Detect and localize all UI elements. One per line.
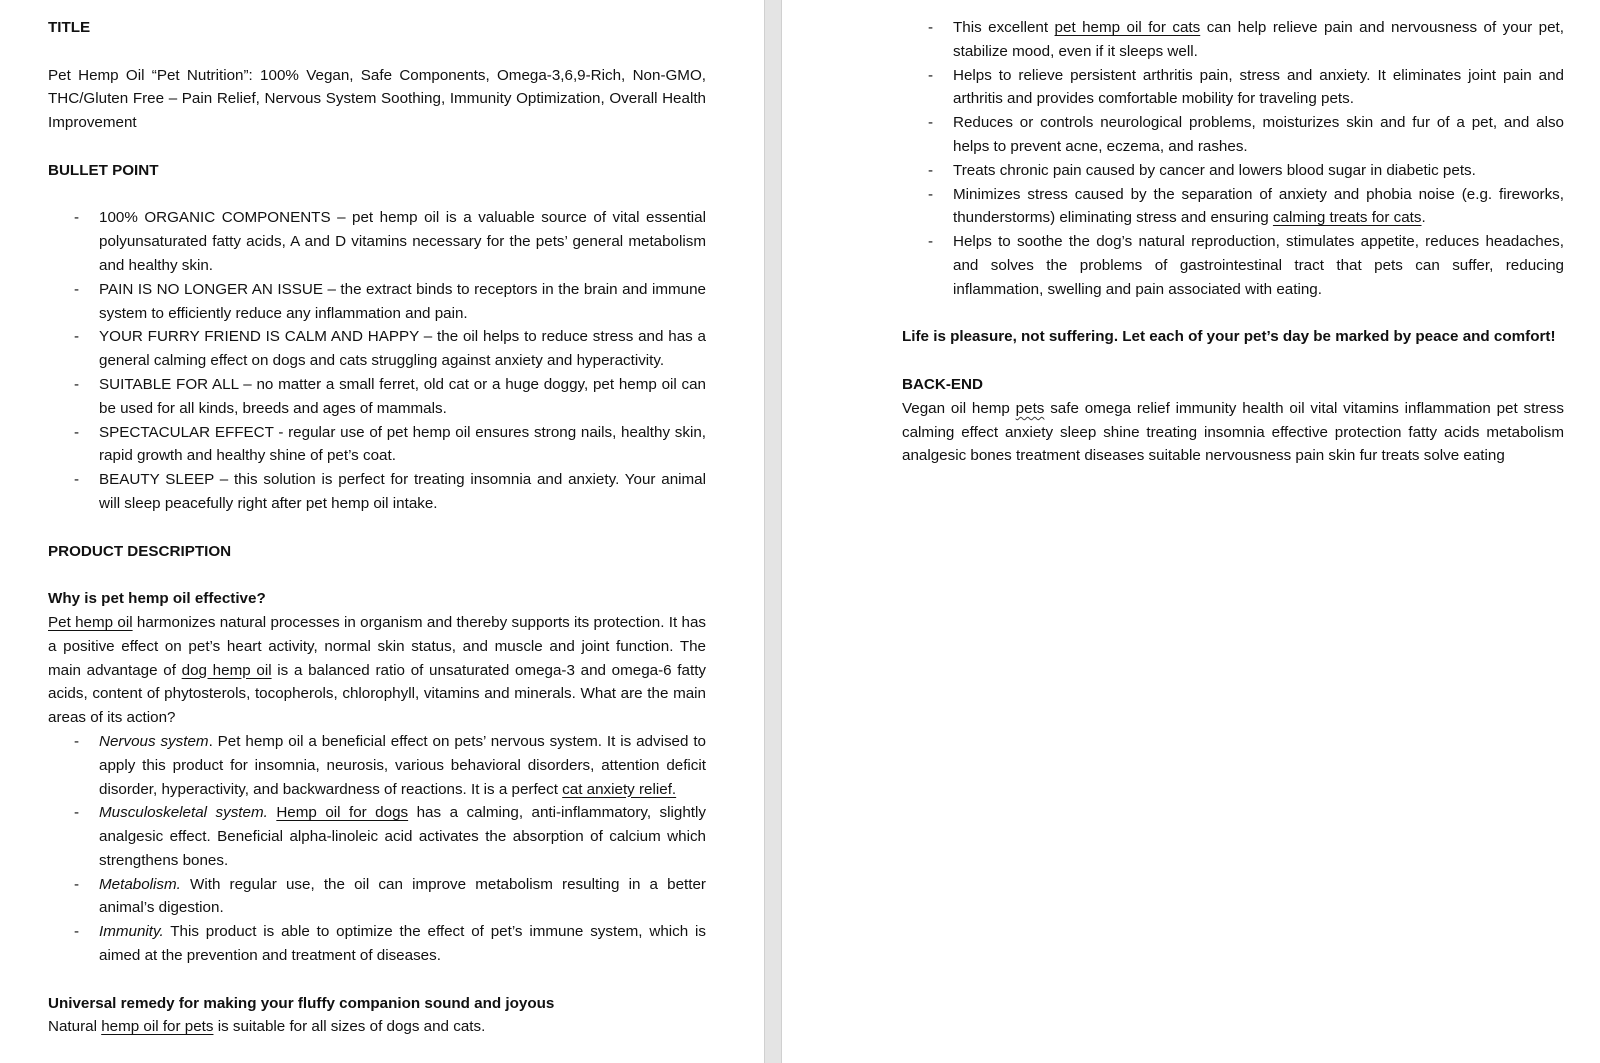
- title-text: Pet Hemp Oil “Pet Nutrition”: 100% Vegan, Safe Components, Omega-3,6,9-Rich, Non-GMO, THC/Gluten Free – Pain Relief, Nervous System Soothing, Immunity Optimization, Overall Health Improvement: [48, 66, 706, 132]
- paragraph-text: Natural: [48, 1018, 102, 1036]
- universal-remedy-heading: Universal remedy for making your fluffy companion sound and joyous: [48, 994, 555, 1012]
- paragraph-text: harmonizes natural processes in organism and thereby supports its protection. It has a positive effect on pet’s heart activity, normal skin status, and muscle and joint function. The main advantage of: [48, 613, 707, 679]
- item-text: .: [1421, 209, 1426, 227]
- list-item: [902, 183, 1564, 231]
- item-text: . Pet hemp oil a beneficial effect on pets’ nervous system. It is advised to apply this product for insomnia, neurosis, various behavioral disorders, attention deficit disorder, hyperactivity, and backwardness of reactions. It is a perfect: [99, 732, 706, 798]
- item-text: This excellent: [953, 19, 1055, 36]
- product-description-heading: PRODUCT DESCRIPTION: [48, 542, 232, 560]
- hemp-oil-for-pets-link[interactable]: hemp oil for pets: [101, 1018, 214, 1036]
- pet-hemp-oil-link[interactable]: Pet hemp oil: [48, 613, 133, 631]
- item-label: Nervous system: [99, 732, 209, 750]
- cat-anxiety-relief-link[interactable]: cat anxiety relief.: [562, 780, 677, 798]
- list-item-metabolism: [48, 873, 706, 921]
- list-item: - PAIN IS NO LONGER AN ISSUE – the extract binds to receptors in the brain and immune system to efficiently reduce any inflammation and pain.: [48, 278, 706, 326]
- list-item: - Helps to relieve persistent arthritis pain, stress and anxiety. It eliminates joint pain and arthritis and provides comfortable mobility for traveling pets.: [902, 64, 1564, 112]
- list-item: - Treats chronic pain caused by cancer and lowers blood sugar in diabetic pets.: [902, 159, 1564, 183]
- list-item-musculoskeletal: [48, 801, 706, 872]
- closing-line: Life is pleasure, not suffering. Let each of your pet’s day be marked by peace and comfort!: [902, 328, 1556, 346]
- item-label: Musculoskeletal system.: [99, 804, 268, 822]
- why-effective-heading: Why is pet hemp oil effective?: [48, 590, 266, 608]
- universal-remedy-paragraph: [48, 1015, 706, 1039]
- dog-hemp-oil-link[interactable]: dog hemp oil: [181, 661, 272, 679]
- calming-treats-for-cats-link[interactable]: calming treats for cats: [1272, 209, 1422, 227]
- paragraph-text: is a balanced ratio of unsaturated omega-3 and omega-6 fatty acids, content of phytosterols, tocopherols, chlorophyll, vitamins and minerals. What are the main areas of its action?: [48, 661, 707, 727]
- document-page-left: [0, 0, 764, 1063]
- misspelled-word[interactable]: pets: [1015, 399, 1045, 417]
- hemp-oil-for-dogs-link[interactable]: Hemp oil for dogs: [276, 804, 409, 822]
- pet-hemp-oil-for-cats-link[interactable]: pet hemp oil for cats: [1054, 19, 1201, 36]
- document-page-right: [782, 0, 1600, 1063]
- list-item: - SUITABLE FOR ALL – no matter a small ferret, old cat or a huge doggy, pet hemp oil can be used for all kinds, breeds and ages of mammals.: [48, 373, 706, 421]
- item-text: With regular use, the oil can improve metabolism resulting in a better animal’s digestion.: [99, 875, 706, 917]
- item-text: This product is able to optimize the effect of pet’s immune system, which is aimed at the prevention and treatment of diseases.: [99, 923, 706, 965]
- item-text: can help relieve pain and nervousness of your pet, stabilize mood, even if it sleeps well.: [953, 19, 1564, 60]
- action-areas-list: [48, 730, 706, 968]
- list-item: - Reduces or controls neurological problems, moisturizes skin and fur of a pet, and also helps to prevent acne, eczema, and rashes.: [902, 111, 1564, 159]
- page-gutter: [764, 0, 782, 1063]
- list-item: - 100% ORGANIC COMPONENTS – pet hemp oil is a valuable source of vital essential polyunsaturated fatty acids, A and D vitamins necessary for the pets’ general metabolism and healthy skin.: [48, 206, 706, 277]
- back-end-heading: BACK-END: [902, 375, 983, 393]
- title-heading: TITLE: [48, 19, 91, 36]
- page-content: [902, 16, 1564, 468]
- item-text: Minimizes stress caused by the separation of anxiety and phobia noise (e.g. fireworks, thunderstorms) eliminating stress and ensuring: [953, 185, 1564, 227]
- list-item: - SPECTACULAR EFFECT - regular use of pet hemp oil ensures strong nails, healthy skin, rapid growth and healthy shine of pet’s coat.: [48, 421, 706, 469]
- benefits-list: [902, 16, 1564, 302]
- item-text: has a calming, anti-inflammatory, slightly analgesic effect. Beneficial alpha-linoleic acid activates the absorption of calcium which strengthens bones.: [99, 804, 706, 869]
- why-effective-paragraph: [48, 611, 706, 730]
- keywords-text: Vegan oil hemp: [902, 399, 1016, 417]
- keywords-text: safe omega relief immunity health oil vital vitamins inflammation pet stress calming effect anxiety sleep shine treating insomnia effective protection fatty acids metabolism analgesic bones treatment diseases suitable nervousness pain skin fur treats solve eating: [902, 399, 1564, 465]
- page-content: [48, 16, 706, 1039]
- bullet-point-heading: BULLET POINT: [48, 161, 159, 179]
- bullet-list: [48, 206, 706, 515]
- list-item-nervous-system: [48, 730, 706, 801]
- list-item: - BEAUTY SLEEP – this solution is perfect for treating insomnia and anxiety. Your animal will sleep peacefully right after pet hemp oil intake.: [48, 468, 706, 516]
- list-item: - Helps to soothe the dog’s natural reproduction, stimulates appetite, reduces headaches, and solves the problems of gastrointestinal tract that pets can suffer, reducing inflammation, swelling and pain associated with eating.: [902, 230, 1564, 301]
- paragraph-text: is suitable for all sizes of dogs and cats.: [213, 1018, 486, 1036]
- item-label: Immunity.: [99, 923, 164, 941]
- back-end-keywords: [902, 397, 1564, 468]
- list-item-immunity: [48, 920, 706, 968]
- list-item: [902, 16, 1564, 64]
- list-item: - YOUR FURRY FRIEND IS CALM AND HAPPY – the oil helps to reduce stress and has a general calming effect on dogs and cats struggling against anxiety and hyperactivity.: [48, 325, 706, 373]
- item-label: Metabolism.: [99, 875, 181, 893]
